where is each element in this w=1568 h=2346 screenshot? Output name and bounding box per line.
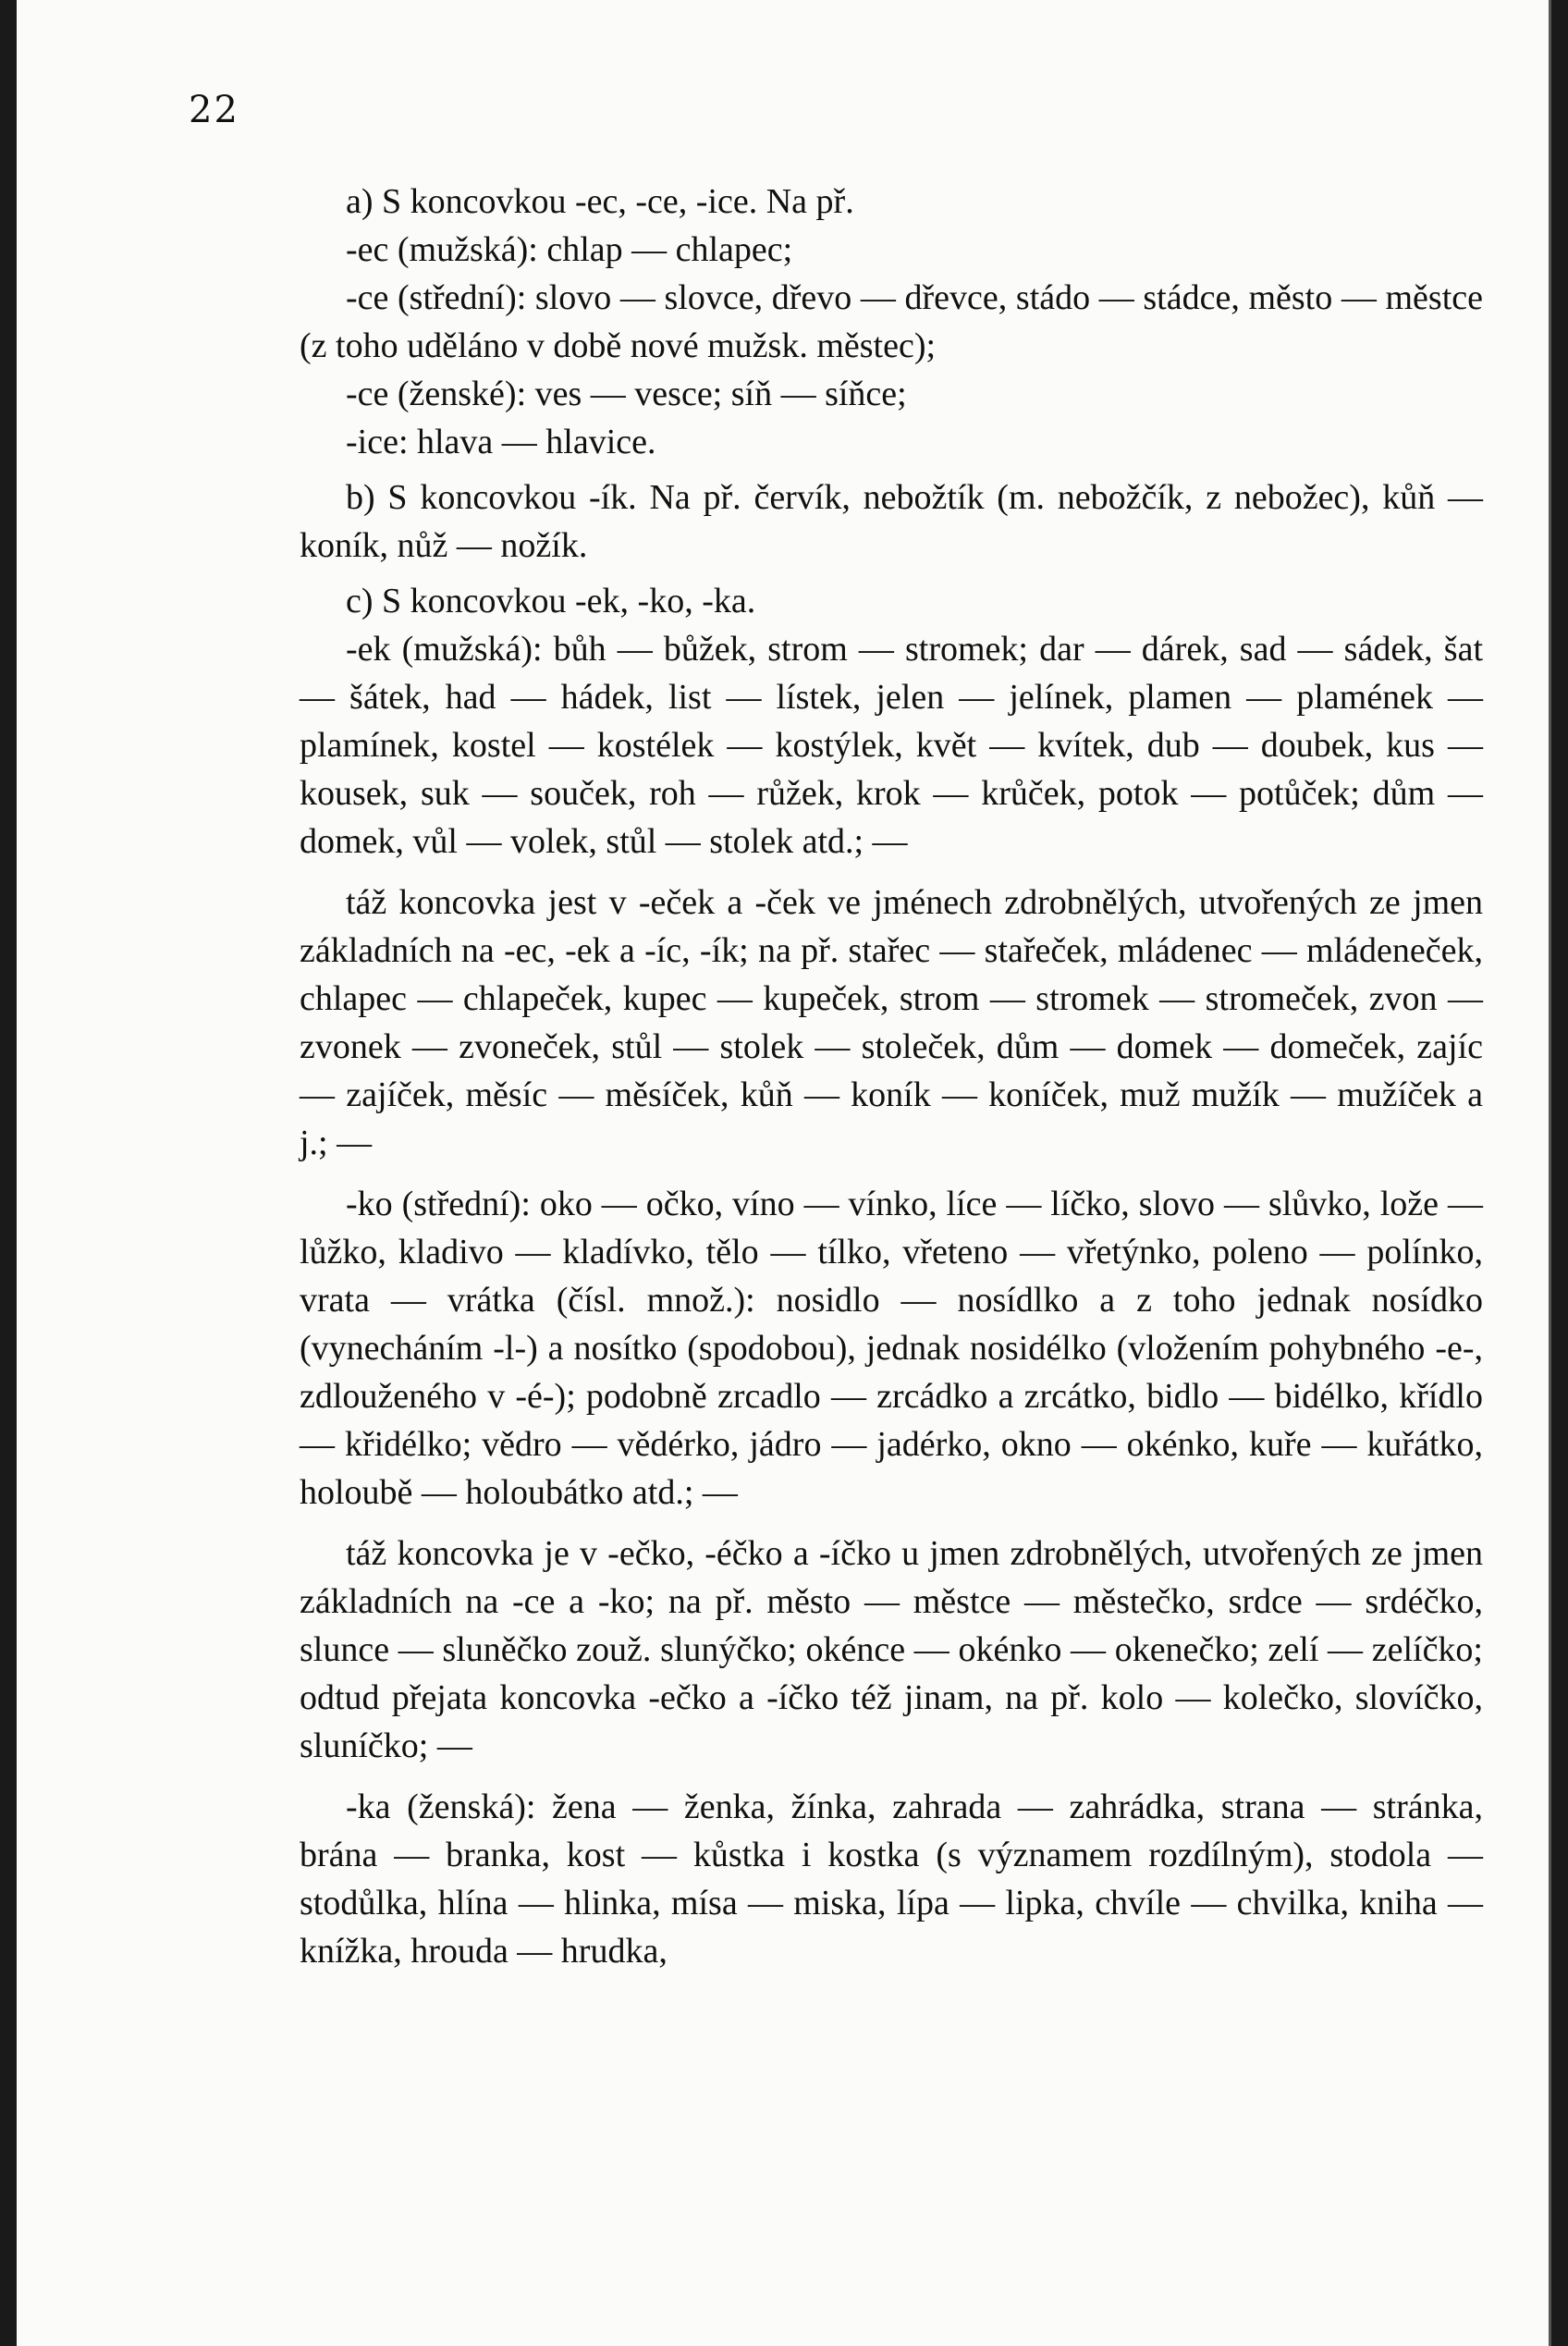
paragraph-c-intro: c) S koncovkou -ek, -ko, -ka. xyxy=(346,582,756,620)
book-page xyxy=(17,0,1551,2346)
page-number: 22 xyxy=(189,89,239,131)
paragraph-c-ecek: táž koncovka jest v -eček a -ček ve jménech zdrobnělých, utvořených ze jmen základních na -ec, -ek a -íc, -ík; na př. stařec — stařeček, mládenec — mládeneček, chlapec — chlapeček, kupec — kupeček, strom — stromek — stromeček, zvon — zvonek — zvoneček, stůl — stolek — stoleček, dům — domek — domeček, zajíc — zajíček, měsíc — měsíček, kůň — koník — koníček, muž mužík — mužíček a j.; — xyxy=(300,883,1483,1162)
paragraph-a-intro: a) S koncovkou -ec, -ce, -ice. Na př. xyxy=(346,182,854,221)
paragraph-a-ce-stredni: -ce (střední): slovo — slovce, dřevo — dřevce, stádo — stádce, město — městce (z toho uděláno v době nové mužsk. městec); xyxy=(300,278,1483,365)
paragraph-a-ce-zenske: -ce (ženské): ves — vesce; síň — síňce; xyxy=(346,375,907,413)
paragraph-c-ecko: táž koncovka je v -ečko, -éčko a -íčko u jmen zdrobnělých, utvořených ze jmen základních na -ce a -ko; na př. město — městce — městečko, srdce — srdéčko, slunce — sluněčko zouž. slunýčko; okénce — okénko — okenečko; zelí — zelíčko; odtud přejata koncovka -ečko a -íčko též jinam, na př. kolo — kolečko, slovíčko, sluníčko; — xyxy=(300,1534,1483,1765)
paragraph-c-ka: -ka (ženská): žena — ženka, žínka, zahrada — zahrádka, strana — stránka, brána — branka, kost — kůstka i kostka (s významem rozdílným), stodola — stodůlka, hlína — hlinka, mísa — miska, lípa — lipka, chvíle — chvilka, kniha — knížka, hrouda — hrudka, xyxy=(300,1787,1483,1971)
paragraph-c-ek: -ek (mužská): bůh — bůžek, strom — stromek; dar — dárek, sad — sádek, šat — šátek, had — hádek, list — lístek, jelen — jelínek, plamen — plamének — plamínek, kostel — kostélek — kostýlek, květ — kvítek, dub — doubek, kus — kousek, suk — souček, roh — růžek, krok — krůček, potok — potůček; dům — domek, vůl — volek, stůl — stolek atd.; — xyxy=(300,630,1483,861)
paragraph-c-ko: -ko (střední): oko — očko, víno — vínko, líce — líčko, slovo — slůvko, lože — lůžko, kladivo — kladívko, tělo — tílko, vřeteno — vřetýnko, poleno — polínko, vrata — vrátka (čísl. množ.): nosidlo — nosídlko a z toho jednak nosídko (vynecháním -l-) a nosítko (spodobou), jednak nosidélko (vložením pohybného -e-, zdlouženého v -é-); podobně zrcadlo — zrcádko a zrcátko, bidlo — bidélko, křídlo — křidélko; vědro — vědérko, jádro — jadérko, okno — okénko, kuře — kuřátko, holoubě — holoubátko atd.; — xyxy=(300,1185,1483,1512)
page-text xyxy=(300,178,1483,1975)
paragraph-a-ice: -ice: hlava — hlavice. xyxy=(346,423,656,461)
paragraph-b: b) S koncovkou -ík. Na př. červík, nebožtík (m. nebožčík, z nebožec), kůň — koník, nůž — nožík. xyxy=(300,478,1483,565)
paragraph-a-ec: -ec (mužská): chlap — chlapec; xyxy=(346,230,793,269)
